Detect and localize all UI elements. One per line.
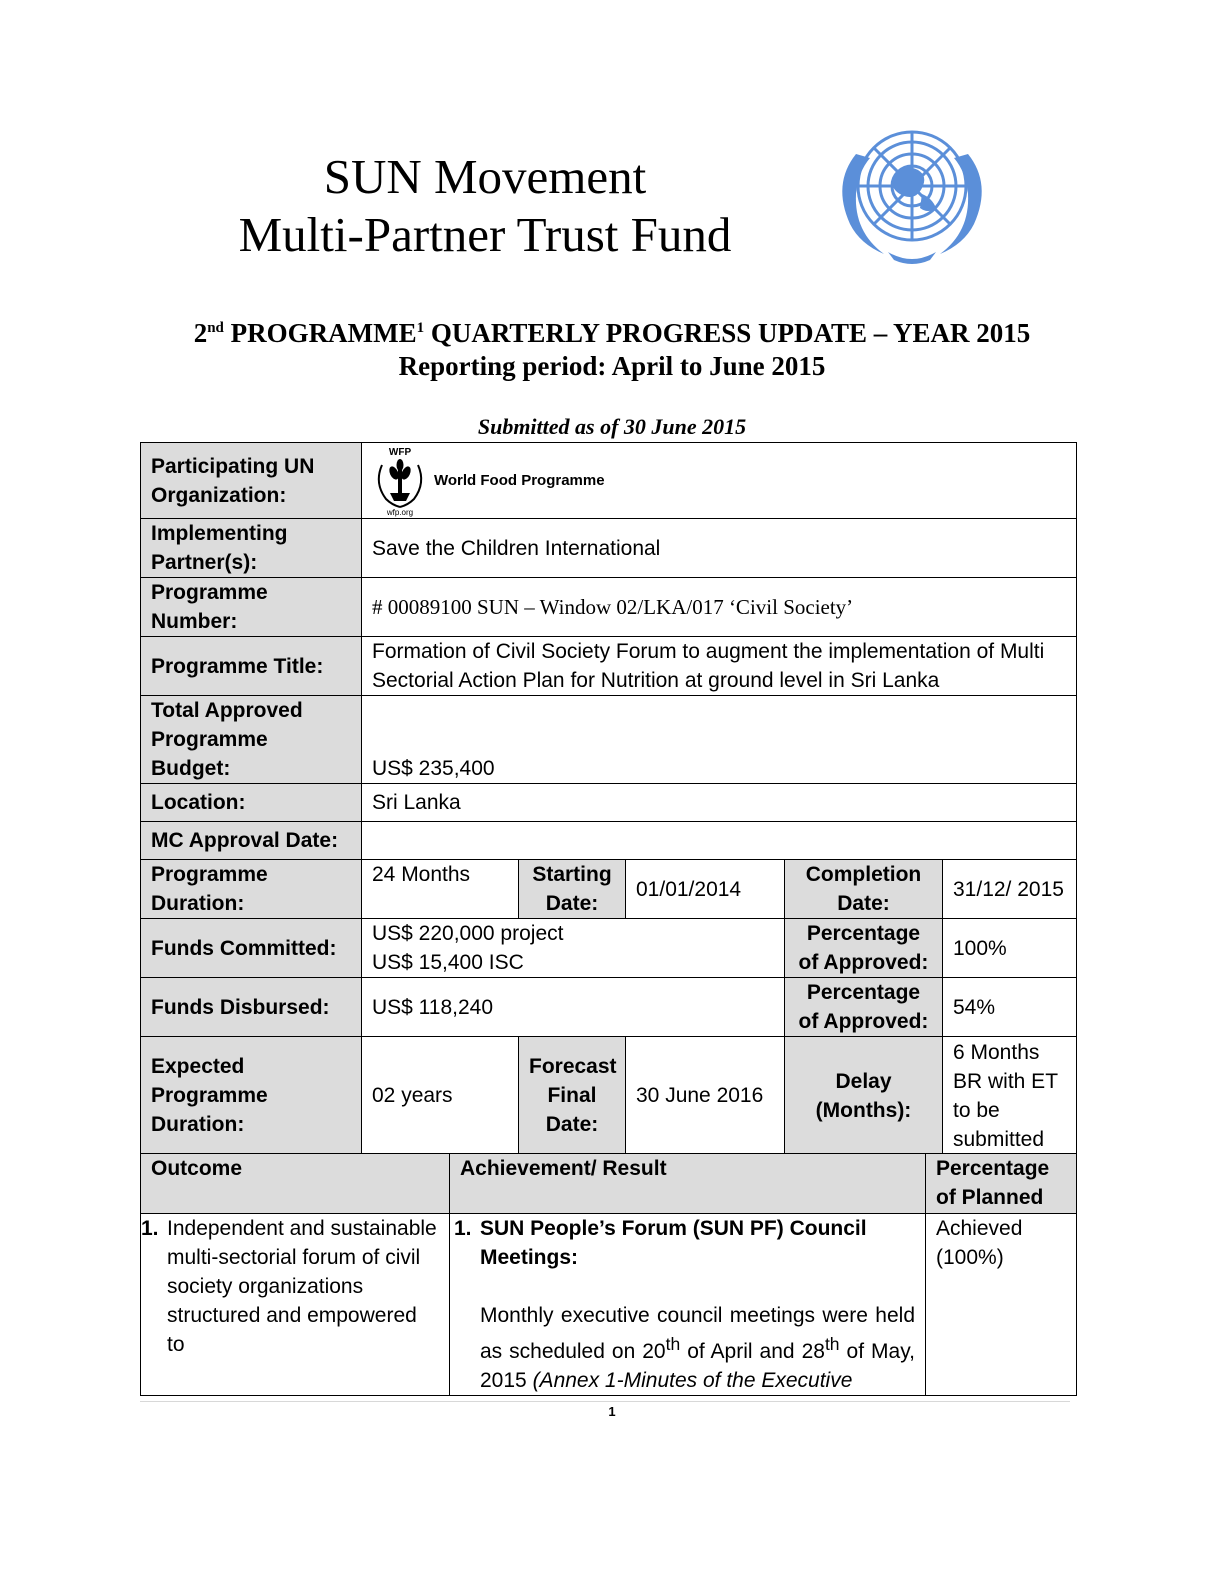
title-line-1: SUN Movement <box>323 149 647 204</box>
programme-number-label: Programme Number: <box>141 578 362 637</box>
funds-disbursed-value: US$ 118,240 <box>362 978 785 1037</box>
budget-label: Total Approved Programme Budget: <box>141 696 362 784</box>
funds-disbursed-label: Funds Disbursed: <box>141 978 362 1037</box>
programme-title-value: Formation of Civil Society Forum to augment the implementation of Multi Sectorial Action Plan for Nutrition at ground level in Sri Lanka <box>362 637 1077 696</box>
mc-approval-label: MC Approval Date: <box>141 822 362 860</box>
completion-date-value: 31/12/ 2015 <box>943 860 1077 919</box>
location-value: Sri Lanka <box>362 784 1077 822</box>
outcome-cell <box>141 1214 450 1396</box>
mc-approval-value <box>362 822 1077 860</box>
superscript-th-2: th <box>824 1334 840 1354</box>
un-emblem-icon <box>826 124 998 266</box>
location-label: Location: <box>141 784 362 822</box>
funds-committed-label: Funds Committed: <box>141 919 362 978</box>
disbursed-percentage-value: 54% <box>943 978 1077 1037</box>
superscript-th-1: th <box>665 1334 681 1354</box>
annex-reference: (Annex 1-Minutes of the Executive <box>532 1369 853 1392</box>
participating-org-label: Participating UN Organization: <box>141 443 362 519</box>
expected-duration-value: 02 years <box>362 1037 519 1155</box>
percentage-header: Percentage of Planned <box>926 1154 1077 1214</box>
achievement-text-2: of April and 28 <box>680 1340 825 1363</box>
outcome-table <box>140 1153 1077 1396</box>
outcome-header: Outcome <box>141 1154 450 1214</box>
page-number: 1 <box>608 1404 616 1419</box>
funds-committed-value <box>362 919 785 978</box>
footnote-reference: 1 <box>416 320 425 336</box>
expected-duration-label: Expected Programme Duration: <box>141 1037 362 1155</box>
budget-value: US$ 235,400 <box>362 696 1077 784</box>
duration-label: Programme Duration: <box>141 860 362 919</box>
starting-date-value: 01/01/2014 <box>626 860 785 919</box>
disbursed-percentage-label: Percentage of Approved: <box>785 978 943 1037</box>
committed-percentage-label: Percentage of Approved: <box>785 919 943 978</box>
outcome-text: Independent and sustainable multi-sectorial forum of civil society organizations structured and empowered to <box>167 1217 437 1356</box>
forecast-date-value: 30 June 2016 <box>626 1037 785 1155</box>
title-line-2: Multi-Partner Trust Fund <box>238 207 732 262</box>
funds-committed-line-2: US$ 15,400 ISC <box>372 951 524 974</box>
achievement-title: SUN People’s Forum (SUN PF) Council Meetings: <box>480 1217 867 1269</box>
delay-value: 6 Months BR with ET to be submitted <box>943 1037 1077 1155</box>
outcome-number: 1. <box>141 1217 159 1240</box>
forecast-date-label: Forecast Final Date: <box>519 1037 626 1155</box>
completion-date-label: Completion Date: <box>785 860 943 919</box>
duration-value: 24 Months <box>362 860 519 919</box>
programme-number-value: # 00089100 SUN – Window 02/LKA/017 ‘Civil Society’ <box>362 578 1077 637</box>
implementing-partner-value: Save the Children International <box>362 519 1077 578</box>
wfp-url: wfp.org <box>386 507 414 517</box>
wfp-name: World Food Programme <box>434 472 605 489</box>
achievement-paragraph <box>480 1301 915 1395</box>
reporting-period: Reporting period: April to June 2015 <box>398 351 826 381</box>
achievement-text-3: of May, 2015 <box>480 1340 915 1392</box>
wfp-logo-icon <box>372 445 428 517</box>
achievement-number: 1. <box>454 1217 472 1240</box>
document-title <box>200 148 770 264</box>
submitted-date: Submitted as of 30 June 2015 <box>477 414 747 439</box>
delay-label: Delay (Months): <box>785 1037 943 1155</box>
footer-divider <box>140 1401 1070 1402</box>
report-heading <box>0 318 1224 349</box>
committed-percentage-value: 100% <box>943 919 1077 978</box>
participating-org-value <box>362 443 1077 519</box>
implementing-partner-label: Implementing Partner(s): <box>141 519 362 578</box>
achievement-text-1: Monthly executive council meetings were held as scheduled on 20 <box>480 1304 915 1363</box>
heading-rest: QUARTERLY PROGRESS UPDATE – YEAR 2015 <box>430 318 1031 348</box>
achievement-header: Achievement/ Result <box>450 1154 926 1214</box>
heading-programme: PROGRAMME <box>230 318 417 348</box>
heading-ordinal-suffix: nd <box>207 320 224 336</box>
starting-date-label: Starting Date: <box>519 860 626 919</box>
heading-ordinal: 2 <box>193 318 208 348</box>
funds-committed-line-1: US$ 220,000 project <box>372 922 564 945</box>
achievement-cell <box>450 1214 926 1396</box>
wfp-logo-text: WFP <box>388 446 412 458</box>
programme-info-table <box>140 442 1077 1155</box>
programme-title-label: Programme Title: <box>141 637 362 696</box>
percentage-cell: Achieved (100%) <box>926 1214 1077 1396</box>
